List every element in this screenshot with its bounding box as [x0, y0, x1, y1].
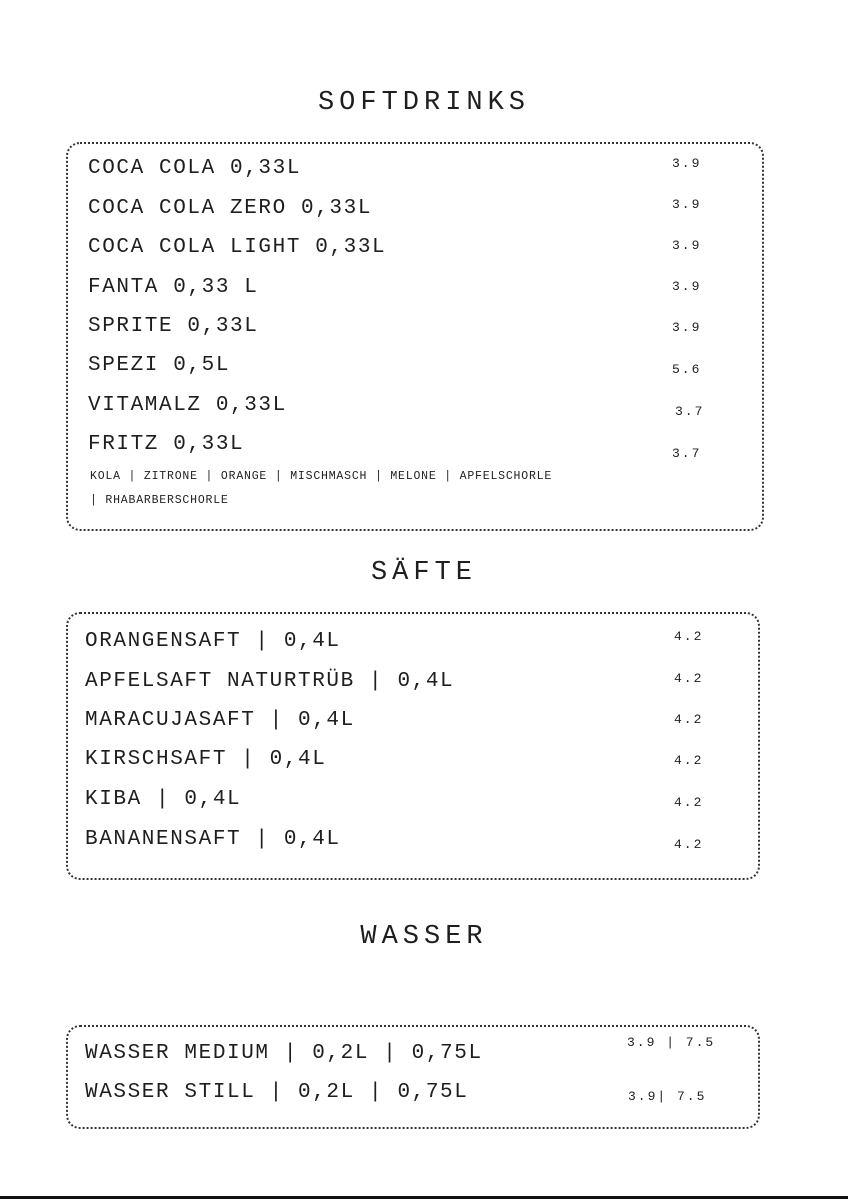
fritz-flavors-line: | RHABARBERSCHORLE [90, 494, 229, 507]
menu-item-price: 5.6 [672, 362, 702, 377]
saefte-heading: SÄFTE [370, 558, 477, 588]
menu-item-price: 4.2 [674, 712, 704, 727]
menu-item-price: 4.2 [674, 795, 704, 810]
menu-item-price: 4.2 [674, 629, 704, 644]
menu-item-name: SPEZI 0,5L [88, 354, 231, 377]
menu-item-name: VITAMALZ 0,33L [88, 394, 287, 417]
menu-item-name: WASSER MEDIUM | 0,2L | 0,75L [85, 1042, 483, 1065]
menu-item-name: APFELSAFT NATURTRÜB | 0,4L [85, 670, 455, 693]
menu-item-name: BANANENSAFT | 0,4L [85, 828, 341, 851]
menu-item-price: 3.9 [672, 197, 702, 212]
softdrinks-heading: SOFTDRINKS [317, 88, 531, 118]
menu-item-price: 3.9 | 7.5 [627, 1035, 716, 1050]
page-bottom-rule [0, 1196, 848, 1199]
menu-item-price: 3.9 [672, 156, 702, 171]
menu-item-price: 3.7 [675, 404, 705, 419]
menu-item-price: 4.2 [674, 753, 704, 768]
menu-item-price: 3.9 [672, 238, 702, 253]
menu-item-price: 3.9| 7.5 [628, 1089, 707, 1104]
menu-item-name: KIBA | 0,4L [85, 788, 242, 811]
menu-item-price: 3.9 [672, 320, 702, 335]
fritz-flavors-line: KOLA | ZITRONE | ORANGE | MISCHMASCH | MELONE | APFELSCHORLE [90, 470, 553, 483]
menu-item-name: FANTA 0,33 L [88, 276, 259, 299]
menu-item-name: ORANGENSAFT | 0,4L [85, 630, 341, 653]
menu-item-price: 4.2 [674, 671, 704, 686]
menu-item-name: COCA COLA 0,33L [88, 157, 302, 180]
menu-item-name: WASSER STILL | 0,2L | 0,75L [85, 1081, 469, 1104]
menu-item-name: FRITZ 0,33L [88, 433, 245, 456]
menu-item-price: 4.2 [674, 837, 704, 852]
menu-item-name: SPRITE 0,33L [88, 315, 259, 338]
menu-item-name: COCA COLA LIGHT 0,33L [88, 236, 387, 259]
menu-item-name: KIRSCHSAFT | 0,4L [85, 748, 327, 771]
wasser-heading: WASSER [360, 922, 488, 952]
menu-item-name: MARACUJASAFT | 0,4L [85, 709, 355, 732]
menu-item-name: COCA COLA ZERO 0,33L [88, 197, 373, 220]
menu-item-price: 3.9 [672, 279, 702, 294]
menu-item-price: 3.7 [672, 446, 702, 461]
